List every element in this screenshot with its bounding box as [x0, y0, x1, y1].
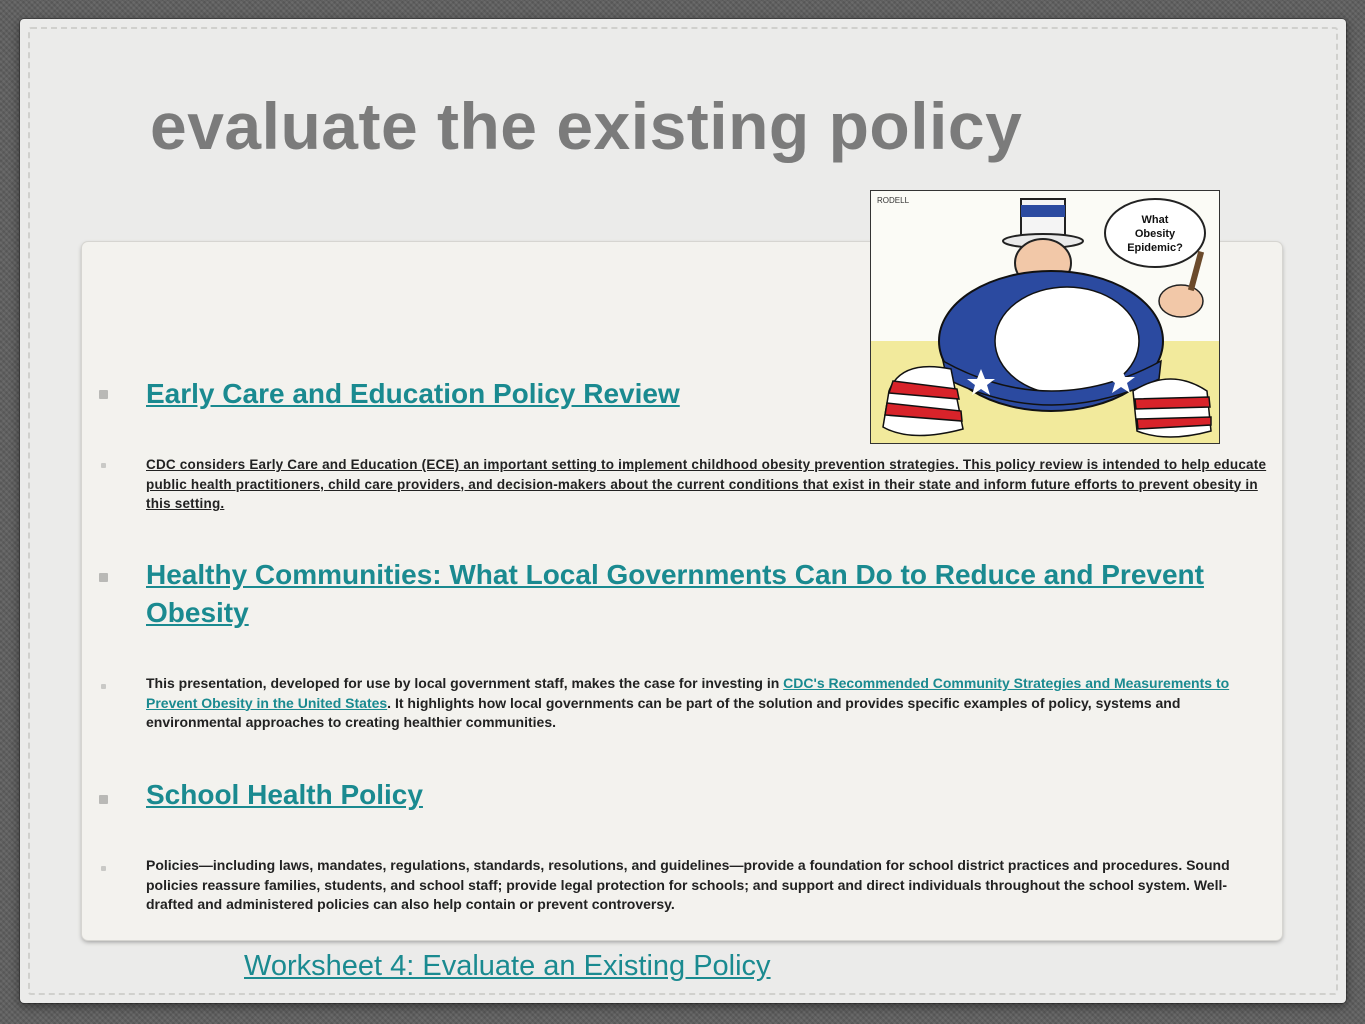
slide-title: evaluate the existing policy — [150, 89, 1023, 163]
sub-bullet-icon — [101, 463, 106, 468]
speech-bubble-line-1: What — [1141, 214, 1169, 226]
uncle-sam-cartoon-image — [870, 190, 1220, 444]
bullet-icon — [99, 795, 108, 804]
link-cdc-recommended-strategies[interactable]: CDC's Recommended Community Strategies and Measurements to Prevent Obesity in the United States — [146, 675, 1230, 711]
sub-bullet-icon — [101, 866, 106, 871]
link-early-care-policy-review[interactable]: Early Care and Education Policy Review — [146, 378, 680, 409]
link-healthy-communities[interactable]: Healthy Communities: What Local Governments Can Do to Reduce and Prevent Obesity — [146, 559, 1204, 628]
speech-bubble-line-3: Epidemic? — [1127, 242, 1183, 254]
cartoon-signature: RODELL — [877, 196, 910, 205]
speech-bubble-line-2: Obesity — [1134, 228, 1176, 240]
bullet-icon — [99, 573, 108, 582]
link-school-health-policy[interactable]: School Health Policy — [146, 779, 423, 810]
link-ece-description[interactable]: CDC considers Early Care and Education (ECE) an important setting to implement childhood obesity prevention strategies. This policy review is intended to help educate public health practitioners, child care providers, and decision-makers about the current conditions that exist in their state and inform future efforts to prevent obesity in this setting. — [146, 457, 1267, 511]
bullet-icon — [99, 390, 108, 399]
description-text-start: This presentation, developed for use by local government staff, makes the case for investing in — [146, 675, 784, 691]
school-policy-description: Policies—including laws, mandates, regulations, standards, resolutions, and guidelines—provide a foundation for school district practices and procedures. Sound policies reassure families, students, and school staff; provide legal protection for schools; and support and direct individuals throughout the school system. Well-drafted and administered policies can also help contain or prevent controversy. — [146, 857, 1230, 912]
description-text-end: . It highlights how local governments can be part of the solution and provides specific examples of policy, systems and environmental approaches to creating healthier communities. — [146, 694, 1181, 730]
healthy-communities-description — [146, 674, 1268, 733]
sub-bullet-icon — [101, 684, 106, 689]
link-worksheet-4[interactable]: Worksheet 4: Evaluate an Existing Policy — [244, 950, 771, 982]
